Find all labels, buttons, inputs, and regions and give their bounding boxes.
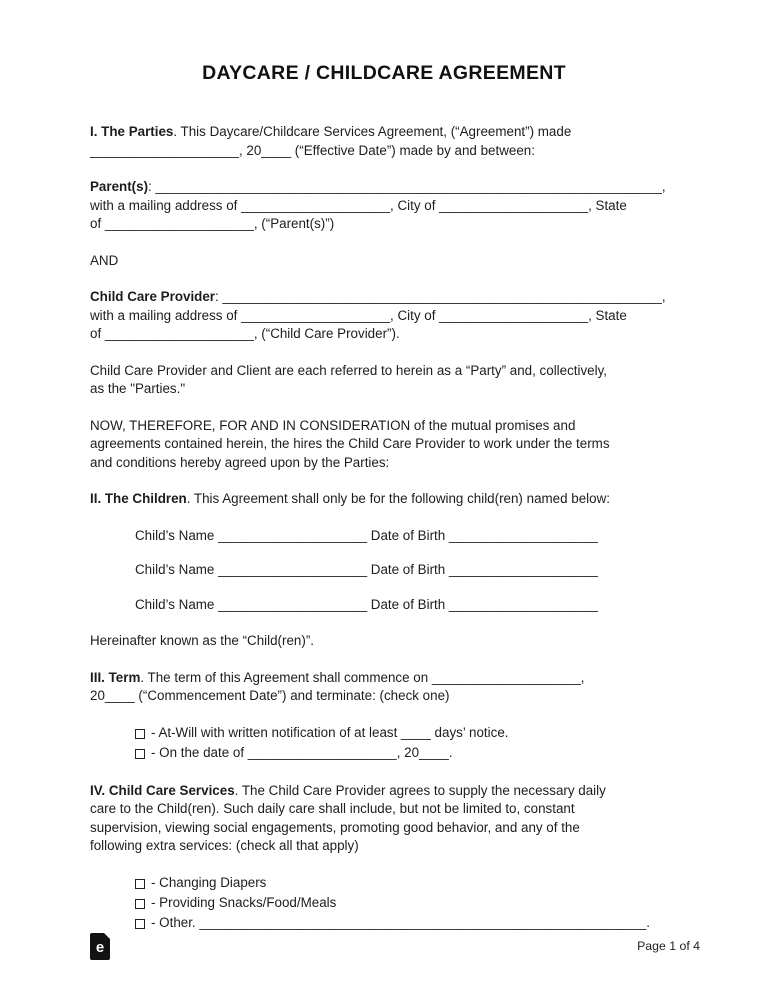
section-parties-paragraph xyxy=(90,123,678,160)
text-line xyxy=(90,288,678,307)
page-number: Page 1 of 4 xyxy=(637,939,700,954)
term-option-atwill-label: - At-Will with written notification of at least ____ days’ notice. xyxy=(151,725,509,741)
section-services-paragraph xyxy=(90,782,678,856)
term-option-date xyxy=(135,744,678,764)
children-entries xyxy=(90,527,678,615)
service-option-other xyxy=(135,914,678,934)
text-line: Child Care Provider and Client are each referred to herein as a “Party” and, collectively, xyxy=(90,362,608,378)
provider-address-line: with a mailing address of ____________________, City of ____________________, State xyxy=(90,307,627,323)
text-line: care to the Child(ren). Such daily care shall include, but not be limited to, constant xyxy=(90,801,575,816)
eforms-logo-icon xyxy=(90,933,110,960)
service-option-diapers-label: - Changing Diapers xyxy=(151,875,267,891)
provider-block xyxy=(90,288,678,344)
text-line: and conditions hereby agreed upon by the Parties: xyxy=(90,454,390,470)
text-line: agreements contained herein, the hires the Child Care Provider to work under the terms xyxy=(90,436,610,451)
child-entry-row: Child’s Name ____________________ Date of Birth ____________________ xyxy=(135,562,598,577)
now-therefore-paragraph xyxy=(90,417,678,473)
checkbox-icon[interactable] xyxy=(135,919,145,929)
term-option-atwill xyxy=(135,724,678,744)
term-intro-text: . The term of this Agreement shall commence on ____________________, xyxy=(140,669,585,685)
checkbox-icon[interactable] xyxy=(135,749,145,759)
document-title: DAYCARE / CHILDCARE AGREEMENT xyxy=(202,62,566,84)
term-options xyxy=(90,724,678,764)
text-line: as the "Parties." xyxy=(90,381,186,396)
checkbox-icon[interactable] xyxy=(135,729,145,739)
provider-name-blank: : ___________________________________________________________, xyxy=(215,289,666,304)
services-intro-text: . The Child Care Provider agrees to supply the necessary daily xyxy=(234,782,606,798)
service-option-diapers xyxy=(135,874,678,894)
service-option-other-label: - Other. ____________________________________________________________. xyxy=(151,915,650,931)
parties-heading: I. The Parties xyxy=(90,124,174,139)
term-option-date-label: - On the date of ____________________, 20____. xyxy=(151,745,453,761)
text-line xyxy=(90,669,678,688)
section-term-paragraph xyxy=(90,669,678,706)
parent-state-line: of ____________________, (“Parent(s)”) xyxy=(90,216,335,231)
provider-state-line: of ____________________, (“Child Care Provider”). xyxy=(90,326,400,341)
service-option-snacks-label: - Providing Snacks/Food/Meals xyxy=(151,895,337,911)
checkbox-icon[interactable] xyxy=(135,879,145,889)
section-children-paragraph xyxy=(90,490,678,509)
text-line xyxy=(90,178,678,197)
child-entry-row: Child’s Name ____________________ Date of Birth ____________________ xyxy=(135,527,598,543)
children-intro-text: . This Agreement shall only be for the following child(ren) named below: xyxy=(186,491,610,506)
parent-address-line: with a mailing address of ____________________, City of ____________________, State xyxy=(90,197,627,213)
page-footer xyxy=(90,933,700,960)
service-option-snacks xyxy=(135,894,678,914)
text-line: following extra services: (check all that apply) xyxy=(90,838,359,853)
hereinafter-line: Hereinafter known as the “Child(ren)”. xyxy=(90,633,315,648)
and-separator: AND xyxy=(90,252,119,268)
services-heading: IV. Child Care Services xyxy=(90,782,235,798)
parent-label: Parent(s) xyxy=(90,179,149,194)
parent-block xyxy=(90,178,678,234)
service-options xyxy=(90,874,678,934)
checkbox-icon[interactable] xyxy=(135,899,145,909)
text-line xyxy=(90,490,678,509)
children-heading: II. The Children xyxy=(90,491,187,506)
commencement-date-line: 20____ (“Commencement Date”) and terminate: (check one) xyxy=(90,688,450,703)
child-entry-row: Child’s Name ____________________ Date of Birth ____________________ xyxy=(135,596,598,612)
effective-date-blank-line: ____________________, 20____ (“Effective Date”) made by and between: xyxy=(90,142,535,158)
parties-intro-text: . This Daycare/Childcare Services Agreement, (“Agreement”) made xyxy=(173,124,572,139)
provider-label: Child Care Provider xyxy=(90,289,216,304)
text-line: supervision, viewing social engagements, promoting good behavior, and any of the xyxy=(90,819,580,835)
parties-clause-paragraph xyxy=(90,362,678,399)
term-heading: III. Term xyxy=(90,669,141,685)
text-line: NOW, THEREFORE, FOR AND IN CONSIDERATION of the mutual promises and xyxy=(90,417,576,433)
text-line xyxy=(90,782,678,801)
parent-name-blank: : ____________________________________________________________________, xyxy=(148,179,666,194)
text-line xyxy=(90,123,678,142)
logo-letter: e xyxy=(95,939,105,956)
